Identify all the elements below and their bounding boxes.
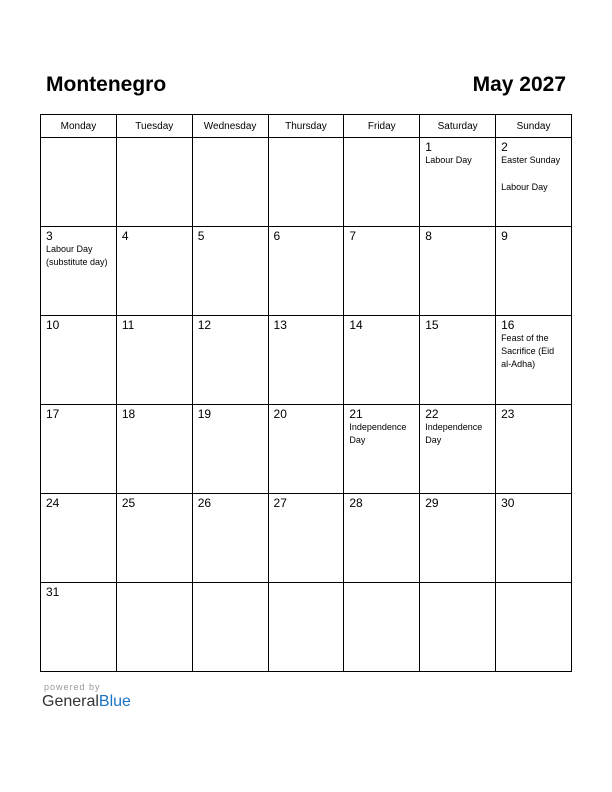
weekday-header: Monday — [41, 115, 117, 138]
day-number: 20 — [273, 407, 287, 421]
empty-day-cell — [116, 138, 192, 227]
day-number: 27 — [273, 496, 287, 510]
week-row — [41, 405, 572, 494]
day-number: 16 — [501, 318, 515, 332]
day-number: 17 — [46, 407, 60, 421]
day-cell — [192, 316, 268, 405]
day-cell — [268, 494, 344, 583]
day-cell — [192, 405, 268, 494]
week-row — [41, 138, 572, 227]
weekday-header: Sunday — [496, 115, 572, 138]
day-cell — [496, 316, 572, 405]
holiday-label: Independence Day — [349, 422, 407, 445]
day-number: 23 — [501, 407, 515, 421]
day-number: 13 — [273, 318, 287, 332]
day-number: 1 — [425, 140, 432, 154]
footer-branding — [42, 682, 131, 712]
day-number: 15 — [425, 318, 439, 332]
day-number: 22 — [425, 407, 439, 421]
day-cell — [268, 227, 344, 316]
day-cell — [420, 316, 496, 405]
empty-day-cell — [344, 138, 420, 227]
weekday-header: Wednesday — [192, 115, 268, 138]
day-cell — [192, 494, 268, 583]
day-number: 21 — [349, 407, 363, 421]
day-number: 26 — [197, 496, 212, 510]
day-number: 31 — [46, 585, 60, 599]
weekday-header: Thursday — [268, 115, 344, 138]
country-title: Montenegro — [46, 73, 167, 96]
day-cell — [41, 583, 117, 672]
day-cell — [344, 227, 420, 316]
brand-blue-text: Blue — [98, 693, 131, 710]
day-number: 28 — [349, 496, 363, 510]
day-cell — [496, 138, 572, 227]
day-number: 29 — [425, 496, 439, 510]
weekday-header: Saturday — [420, 115, 496, 138]
holiday-label: Labour Day (substitute day) — [46, 244, 108, 267]
day-cell — [41, 316, 117, 405]
calendar-grid — [40, 114, 572, 672]
week-row — [41, 494, 572, 583]
empty-day-cell — [192, 138, 268, 227]
day-cell — [344, 316, 420, 405]
empty-day-cell — [116, 583, 192, 672]
weekday-header: Friday — [344, 115, 420, 138]
day-number: 18 — [121, 407, 136, 421]
day-number: 4 — [121, 229, 129, 243]
day-number: 9 — [501, 229, 508, 243]
empty-day-cell — [41, 138, 117, 227]
generalblue-logo[interactable] — [42, 692, 131, 712]
week-row — [41, 583, 572, 672]
day-number: 5 — [197, 229, 205, 243]
day-cell — [116, 316, 192, 405]
day-number: 7 — [349, 229, 357, 243]
brand-general-text: General — [42, 693, 99, 710]
day-cell — [116, 494, 192, 583]
holiday-label: Labour Day — [425, 155, 472, 165]
day-number: 14 — [349, 318, 363, 332]
day-cell — [268, 405, 344, 494]
week-row — [41, 227, 572, 316]
holiday-label: Feast of the Sacrifice (Eid al-Adha) — [501, 333, 555, 369]
empty-day-cell — [420, 583, 496, 672]
day-cell — [420, 494, 496, 583]
day-cell — [496, 227, 572, 316]
day-cell — [420, 227, 496, 316]
empty-day-cell — [268, 583, 344, 672]
day-number: 8 — [425, 229, 432, 243]
empty-day-cell — [496, 583, 572, 672]
day-number: 12 — [197, 318, 212, 332]
day-cell — [116, 227, 192, 316]
empty-day-cell — [344, 583, 420, 672]
day-cell — [192, 227, 268, 316]
holiday-label: Independence Day — [425, 422, 483, 445]
weekday-header-row — [41, 115, 572, 138]
holiday-label: Labour Day — [501, 182, 548, 192]
day-cell — [41, 227, 117, 316]
day-cell — [41, 405, 117, 494]
month-year-title: May 2027 — [472, 73, 566, 96]
day-cell — [41, 494, 117, 583]
day-cell — [344, 494, 420, 583]
day-number: 11 — [121, 318, 135, 332]
day-cell — [344, 405, 420, 494]
powered-by-label: powered by — [44, 682, 101, 692]
day-cell — [268, 316, 344, 405]
day-number: 25 — [121, 496, 136, 510]
empty-day-cell — [268, 138, 344, 227]
weekday-header: Tuesday — [116, 115, 192, 138]
day-cell — [420, 138, 496, 227]
day-cell — [116, 405, 192, 494]
day-cell — [496, 405, 572, 494]
day-number: 6 — [273, 229, 281, 243]
empty-day-cell — [192, 583, 268, 672]
day-cell — [420, 405, 496, 494]
day-number: 24 — [46, 496, 60, 510]
day-number: 30 — [501, 496, 515, 510]
week-row — [41, 316, 572, 405]
day-cell — [496, 494, 572, 583]
day-number: 2 — [501, 140, 508, 154]
holiday-label: Easter Sunday — [501, 155, 561, 165]
day-number: 3 — [46, 229, 53, 243]
day-number: 19 — [197, 407, 212, 421]
day-number: 10 — [46, 318, 60, 332]
